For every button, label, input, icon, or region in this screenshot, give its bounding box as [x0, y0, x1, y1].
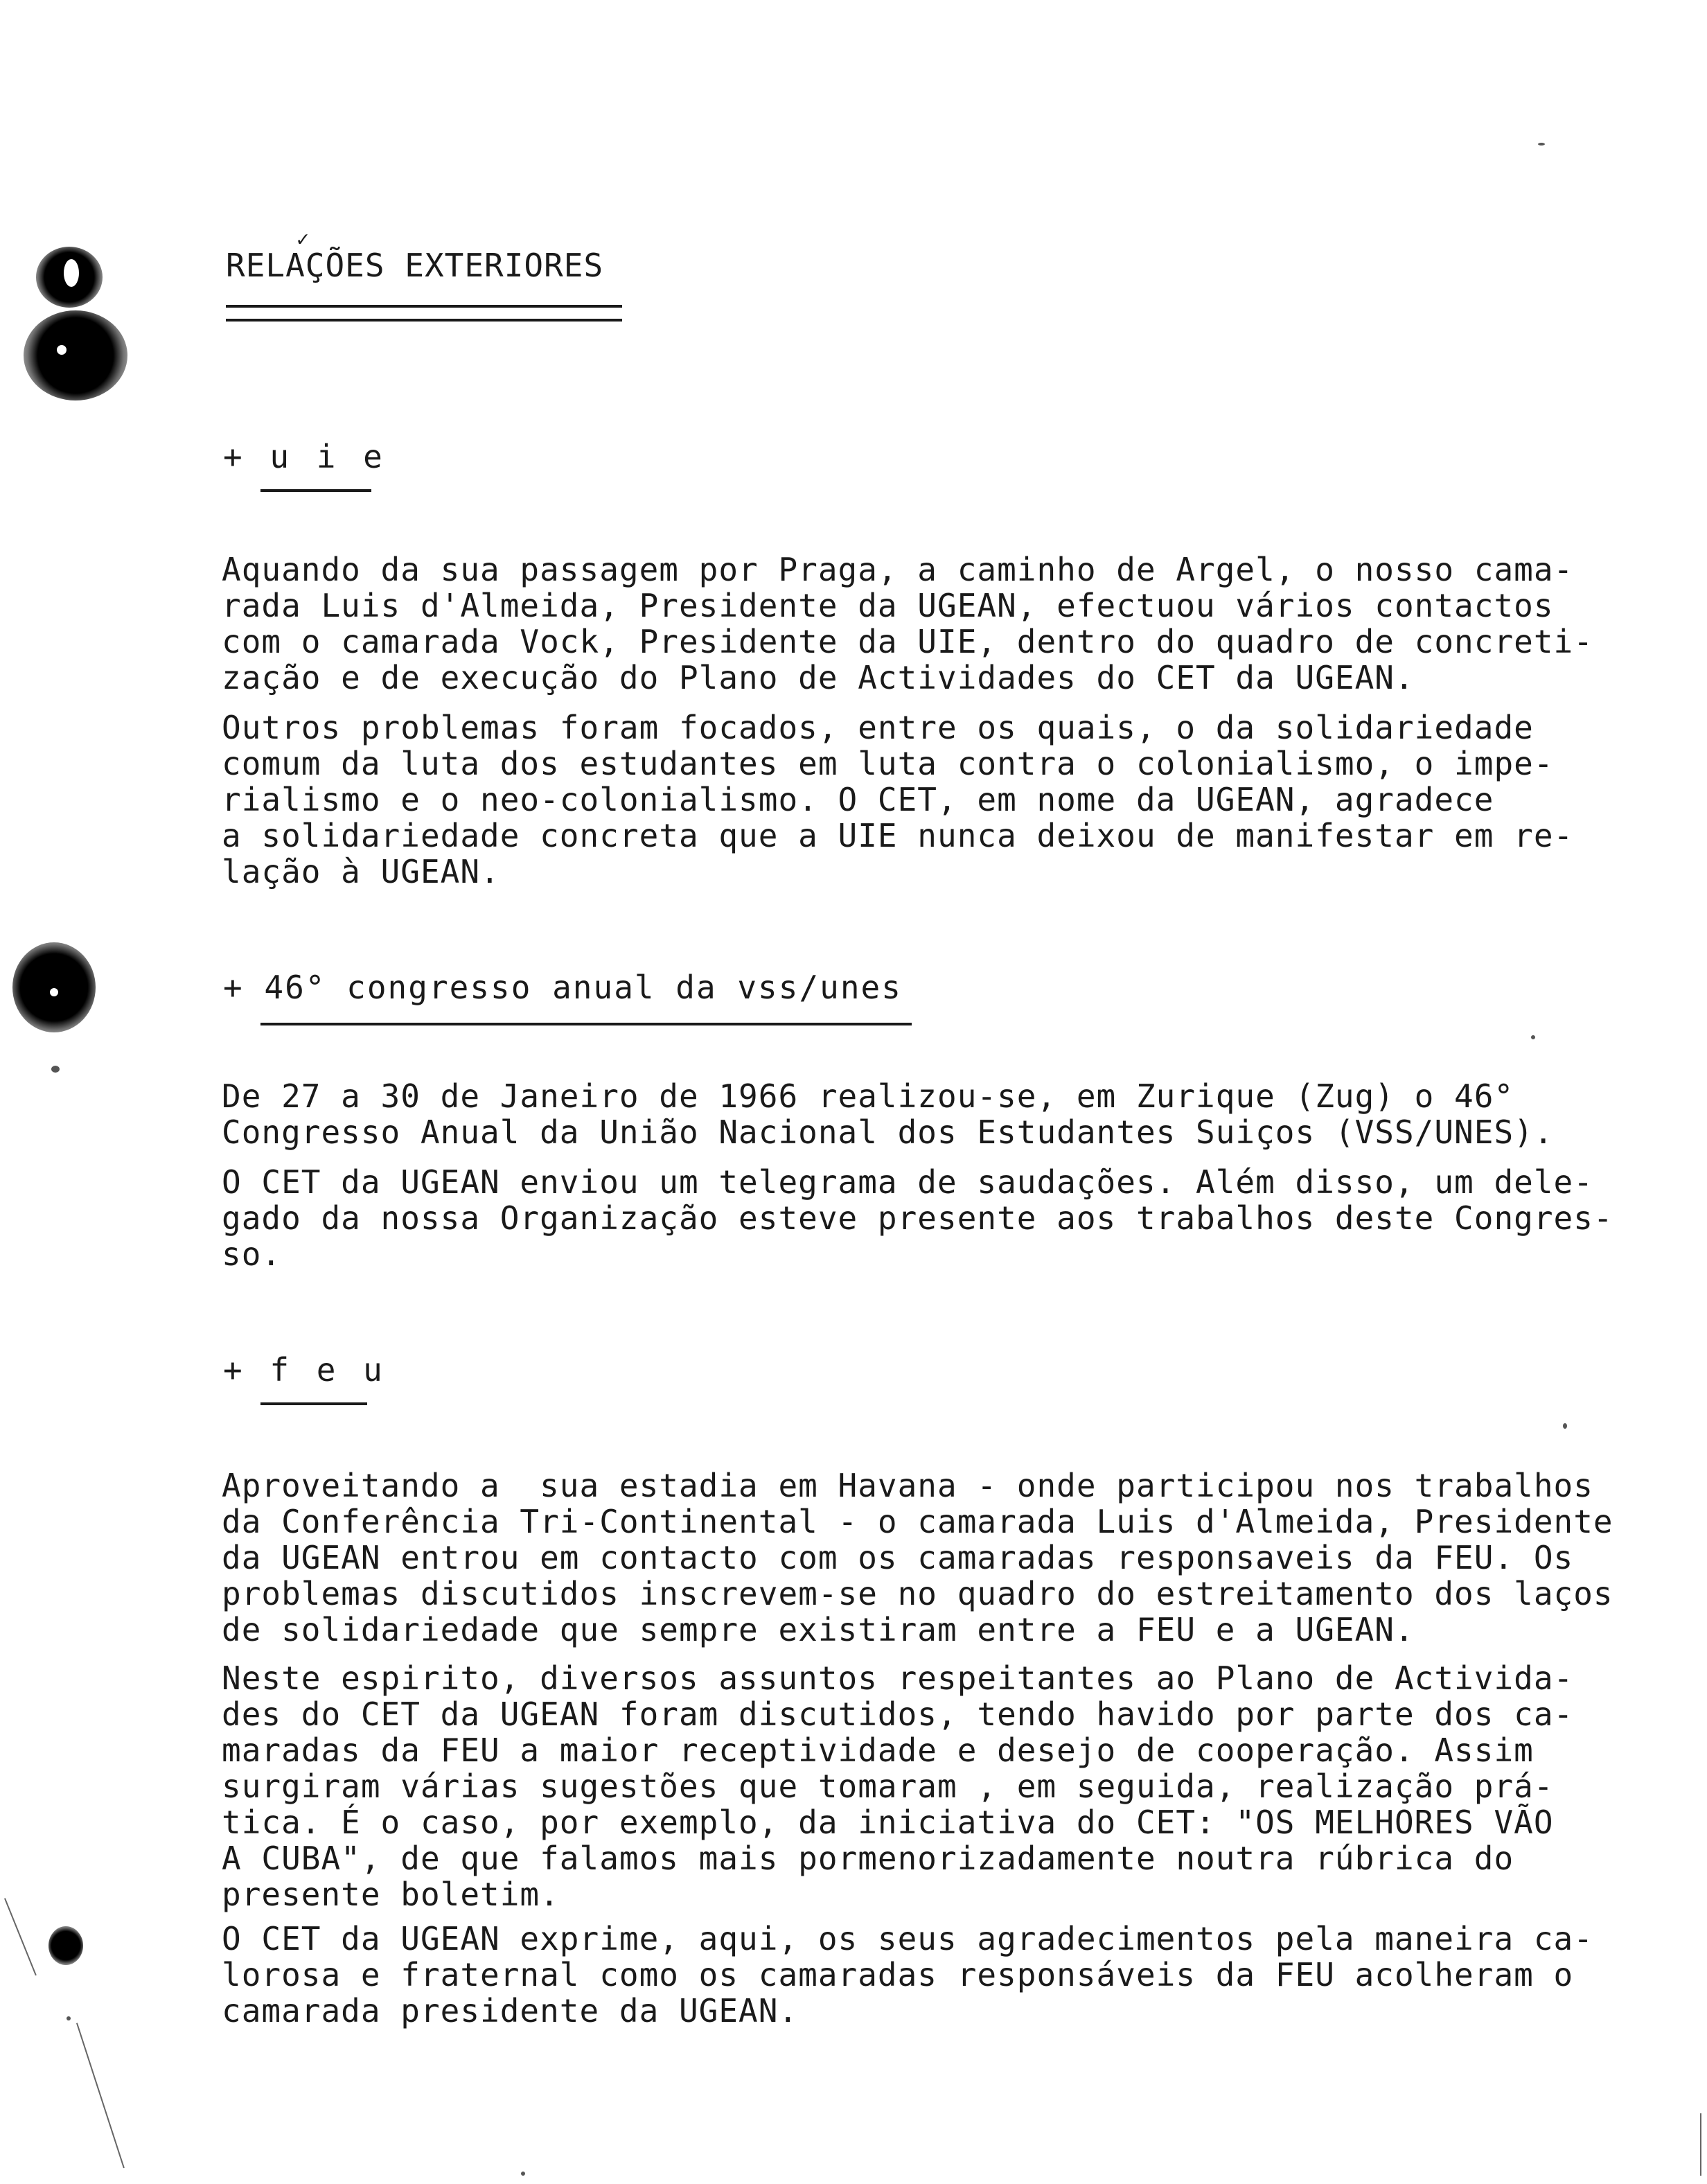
- section-underline: [260, 1402, 367, 1405]
- document-title: RELAÇÕES EXTERIORES: [226, 247, 604, 284]
- edge-scratch: [76, 2023, 125, 2168]
- paragraph: De 27 a 30 de Janeiro de 1966 realizou-se, em Zurique (Zug) o 46° Congresso Anual da União Nacional dos Estudantes Suiços (VSS/UNES).: [222, 1077, 1554, 1151]
- edge-scratch: [4, 1898, 37, 1975]
- paragraph: Aquando da sua passagem por Praga, a caminho de Argel, o nosso cama- rada Luis d'Almeida, Presidente da UGEAN, efectuou vários contactos com o camarada Vock, Presidente da UIE, dentro do quadro de concreti- zação e de execução do Plano de Actividades do CET da UGEAN.: [222, 551, 1593, 696]
- scan-speck: [51, 1066, 60, 1073]
- scan-speck: [1538, 143, 1545, 146]
- punch-hole-blot: [24, 310, 127, 400]
- paragraph: O CET da UGEAN exprime, aqui, os seus agradecimentos pela maneira ca- lorosa e fraternal como os camaradas responsáveis da FEU acolheram o camarada presidente da UGEAN.: [222, 1920, 1593, 2029]
- punch-hole-center: [50, 988, 58, 996]
- scan-speck: [1531, 1035, 1535, 1039]
- paragraph: Aproveitando a sua estadia em Havana - onde participou nos trabalhos da Conferência Tri-Continental - o camarada Luis d'Almeida, Presidente da UGEAN entrou em contacto com os camaradas responsaveis da FEU. Os problemas discutidos inscrevem-se no quadro do estreitamento dos laços de solidariedade que sempre existiram entre a FEU e a UGEAN.: [222, 1467, 1613, 1648]
- paragraph: O CET da UGEAN enviou um telegrama de saudações. Além disso, um dele- gado da nossa Organização esteve presente aos trabalhos deste Congres- so.: [222, 1163, 1613, 1273]
- section-heading: + u i e: [223, 438, 387, 475]
- title-underline: [226, 305, 622, 308]
- scan-speck: [67, 2016, 71, 2020]
- punch-hole-blot: [12, 942, 96, 1032]
- section-heading: + 46° congresso anual da vss/unes: [223, 969, 902, 1006]
- title-underline: [226, 319, 622, 322]
- section-underline: [260, 1023, 912, 1025]
- edge-scratch: [1700, 2113, 1701, 2176]
- section-heading: + f e u: [223, 1351, 387, 1389]
- section-underline: [260, 489, 371, 492]
- punch-hole-center: [57, 345, 67, 355]
- scan-speck: [1563, 1423, 1567, 1429]
- title-accent-mark: ✓: [297, 227, 310, 252]
- paragraph: Outros problemas foram focados, entre os quais, o da solidariedade comum da luta dos estudantes em luta contra o colonialismo, o impe- rialismo e o neo-colonialismo. O CET, em nome da UGEAN, agradece a solidariedade concreta que a UIE nunca deixou de manifestar em re- lação à UGEAN.: [222, 709, 1574, 890]
- punch-hole-center: [64, 259, 79, 287]
- punch-hole-blot: [48, 1926, 83, 1965]
- scan-speck: [521, 2172, 525, 2176]
- paragraph: Neste espirito, diversos assuntos respeitantes ao Plano de Activida- des do CET da UGEAN foram discutidos, tendo havido por parte dos ca- maradas da FEU a maior receptividade e desejo de cooperação. Assim surgiram várias sugestões que tomaram , em seguida, realização prá- tica. É o caso, por exemplo, da iniciativa do CET: "OS MELHORES VÃO A CUBA", de que falamos mais pormenorizadamente noutra rúbrica do presente boletim.: [222, 1659, 1574, 1913]
